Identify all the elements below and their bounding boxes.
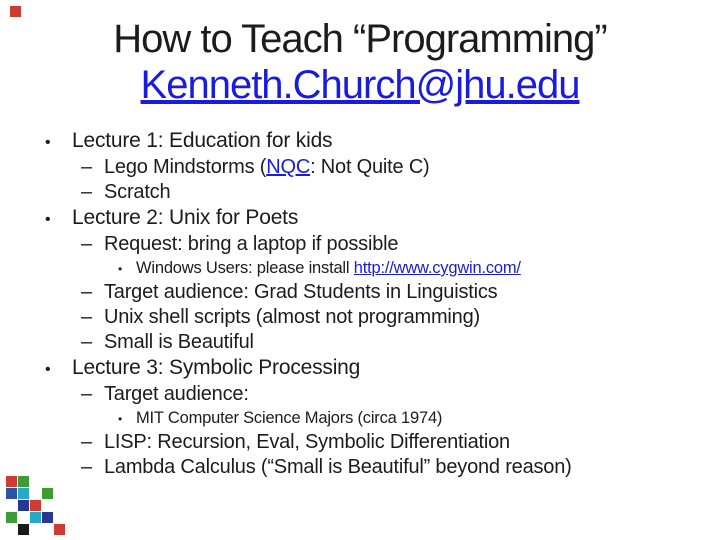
bullet-text: : Not Quite C)	[310, 156, 430, 178]
slide-title: How to Teach “Programming”	[113, 17, 607, 61]
decoration-square	[42, 512, 53, 523]
bullet-text-group	[104, 305, 480, 330]
bullet-text: Target audience: Grad Students in Linguistics	[104, 281, 498, 303]
bullet-text: LISP: Recursion, Eval, Symbolic Differentiation	[104, 431, 510, 453]
bullet-line	[0, 180, 720, 205]
bullet-text-group	[72, 205, 298, 230]
dash-marker-icon: –	[81, 181, 92, 203]
bullet-text: Lecture 2: Unix for Poets	[72, 206, 299, 229]
bullet-text: Small is Beautiful	[104, 331, 254, 353]
bullet-text: Request: bring a laptop if possible	[104, 233, 399, 255]
email-link[interactable]: Kenneth.Church@jhu.edu	[140, 63, 580, 107]
bullet-text: Lambda Calculus (“Small is Beautiful” beyond reason)	[104, 456, 572, 478]
bullet-text: Scratch	[104, 181, 171, 203]
decoration-square	[6, 512, 17, 523]
dash-marker-icon: –	[81, 331, 92, 353]
bullet-text-group	[104, 430, 510, 455]
decoration-square	[42, 488, 53, 499]
dash-marker-icon: –	[81, 383, 92, 405]
bullet-line	[0, 128, 720, 155]
dash-marker-icon: –	[81, 156, 92, 178]
bullet-text: Lego Mindstorms (	[104, 156, 267, 178]
dot-bullet-icon: •	[118, 412, 123, 426]
decoration-square	[6, 476, 17, 487]
decoration-square	[18, 476, 29, 487]
dash-marker-icon: –	[81, 281, 92, 303]
dash-marker-icon: –	[81, 456, 92, 478]
bullet-text-group	[104, 180, 170, 205]
bullet-text-group	[72, 355, 360, 380]
bullet-text-group	[72, 128, 332, 153]
decoration-square	[54, 524, 65, 535]
decoration-square	[18, 524, 29, 535]
bullet-line	[0, 232, 720, 257]
dot-bullet-icon: •	[45, 134, 51, 151]
bullet-text-group	[104, 382, 249, 407]
bullet-text: Windows Users: please install	[136, 259, 354, 277]
bullet-text-group	[104, 280, 497, 305]
title-block	[0, 0, 720, 108]
bullet-list	[0, 128, 720, 480]
bottom-left-mark	[6, 476, 65, 535]
dot-bullet-icon: •	[45, 211, 51, 228]
bullet-line	[0, 430, 720, 455]
bullet-text: Unix shell scripts (almost not programming)	[104, 306, 480, 328]
decoration-square	[6, 488, 17, 499]
bullet-text-group	[104, 155, 430, 180]
decoration-square	[18, 488, 29, 499]
bullet-text-group	[104, 330, 254, 355]
bullet-line	[0, 355, 720, 382]
cygwin-link[interactable]: http://www.cygwin.com/	[353, 259, 521, 277]
bullet-text-group	[136, 407, 442, 429]
decoration-square	[30, 500, 41, 511]
decoration-square	[30, 512, 41, 523]
top-left-mark	[10, 6, 21, 17]
bullet-line	[0, 205, 720, 232]
bullet-text-group	[104, 232, 398, 257]
bullet-line	[0, 257, 720, 280]
bullet-line	[0, 407, 720, 430]
bullet-line	[0, 330, 720, 355]
bullet-line	[0, 305, 720, 330]
bullet-line	[0, 382, 720, 407]
dash-marker-icon: –	[81, 431, 92, 453]
bullet-text-group	[104, 455, 572, 480]
nqc-link[interactable]: NQC	[266, 156, 311, 178]
bullet-text-group	[136, 257, 521, 279]
bullet-text: Lecture 3: Symbolic Processing	[72, 356, 361, 379]
bullet-line	[0, 155, 720, 180]
bullet-line	[0, 455, 720, 480]
bullet-text: Lecture 1: Education for kids	[72, 129, 333, 152]
bullet-line	[0, 280, 720, 305]
bullet-text: MIT Computer Science Majors (circa 1974)	[136, 409, 443, 427]
bullet-text: Target audience:	[104, 383, 249, 405]
dash-marker-icon: –	[81, 306, 92, 328]
dash-marker-icon: –	[81, 233, 92, 255]
dot-bullet-icon: •	[118, 262, 123, 276]
decoration-square	[18, 500, 29, 511]
dot-bullet-icon: •	[45, 361, 51, 378]
